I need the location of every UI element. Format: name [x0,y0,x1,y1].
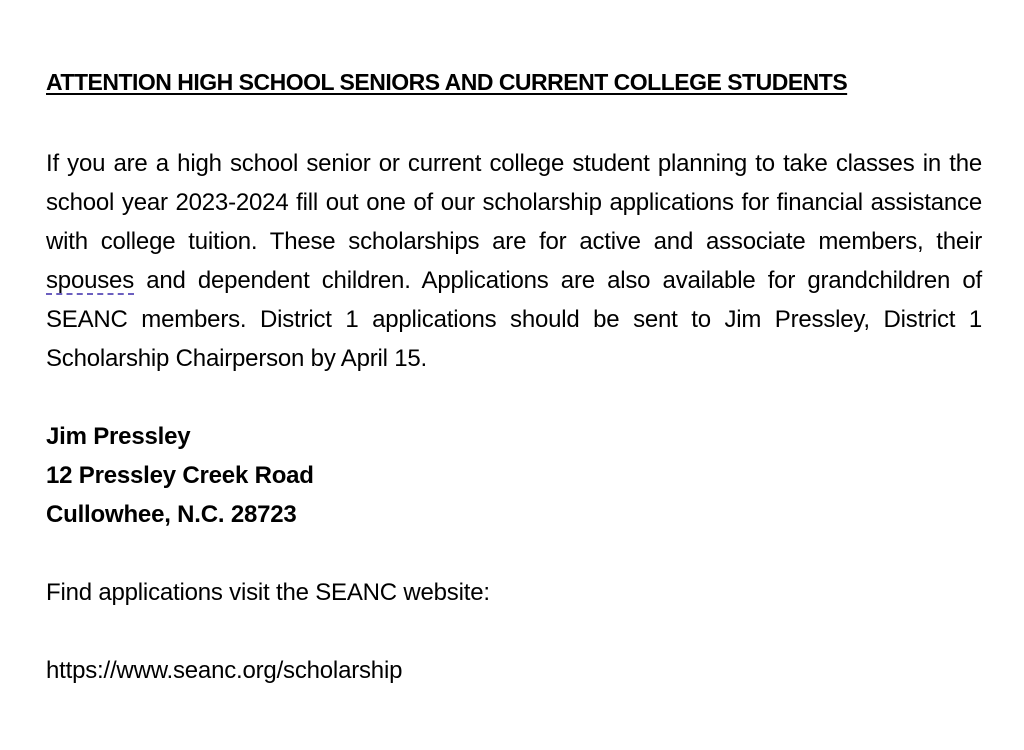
spellcheck-flagged-word[interactable]: spouses [46,267,134,294]
document-page [46,66,982,690]
body-paragraph [46,144,982,378]
find-applications-text: Find applications visit the SEANC website: [46,579,490,606]
body-text-start: If you are a high school senior or current college student planning to take classes in the school year 2023-2024 fill out one of our scholarship applications for financial assistance with college tuition. These scholarships are for active and associate members, their [46,150,982,255]
page-heading: ATTENTION HIGH SCHOOL SENIORS AND CURRENT COLLEGE STUDENTS [46,69,848,95]
mailing-address [46,417,982,534]
website-url[interactable]: https://www.seanc.org/scholarship [46,657,403,684]
address-city: Cullowhee, N.C. 28723 [46,501,297,528]
body-text-end: and dependent children. Applications are also available for grandchildren of SEANC members. District 1 applications should be sent to Jim Pressley, District 1 Scholarship Chairperson by April 15. [46,267,982,372]
address-name: Jim Pressley [46,423,191,450]
address-street: 12 Pressley Creek Road [46,462,314,489]
